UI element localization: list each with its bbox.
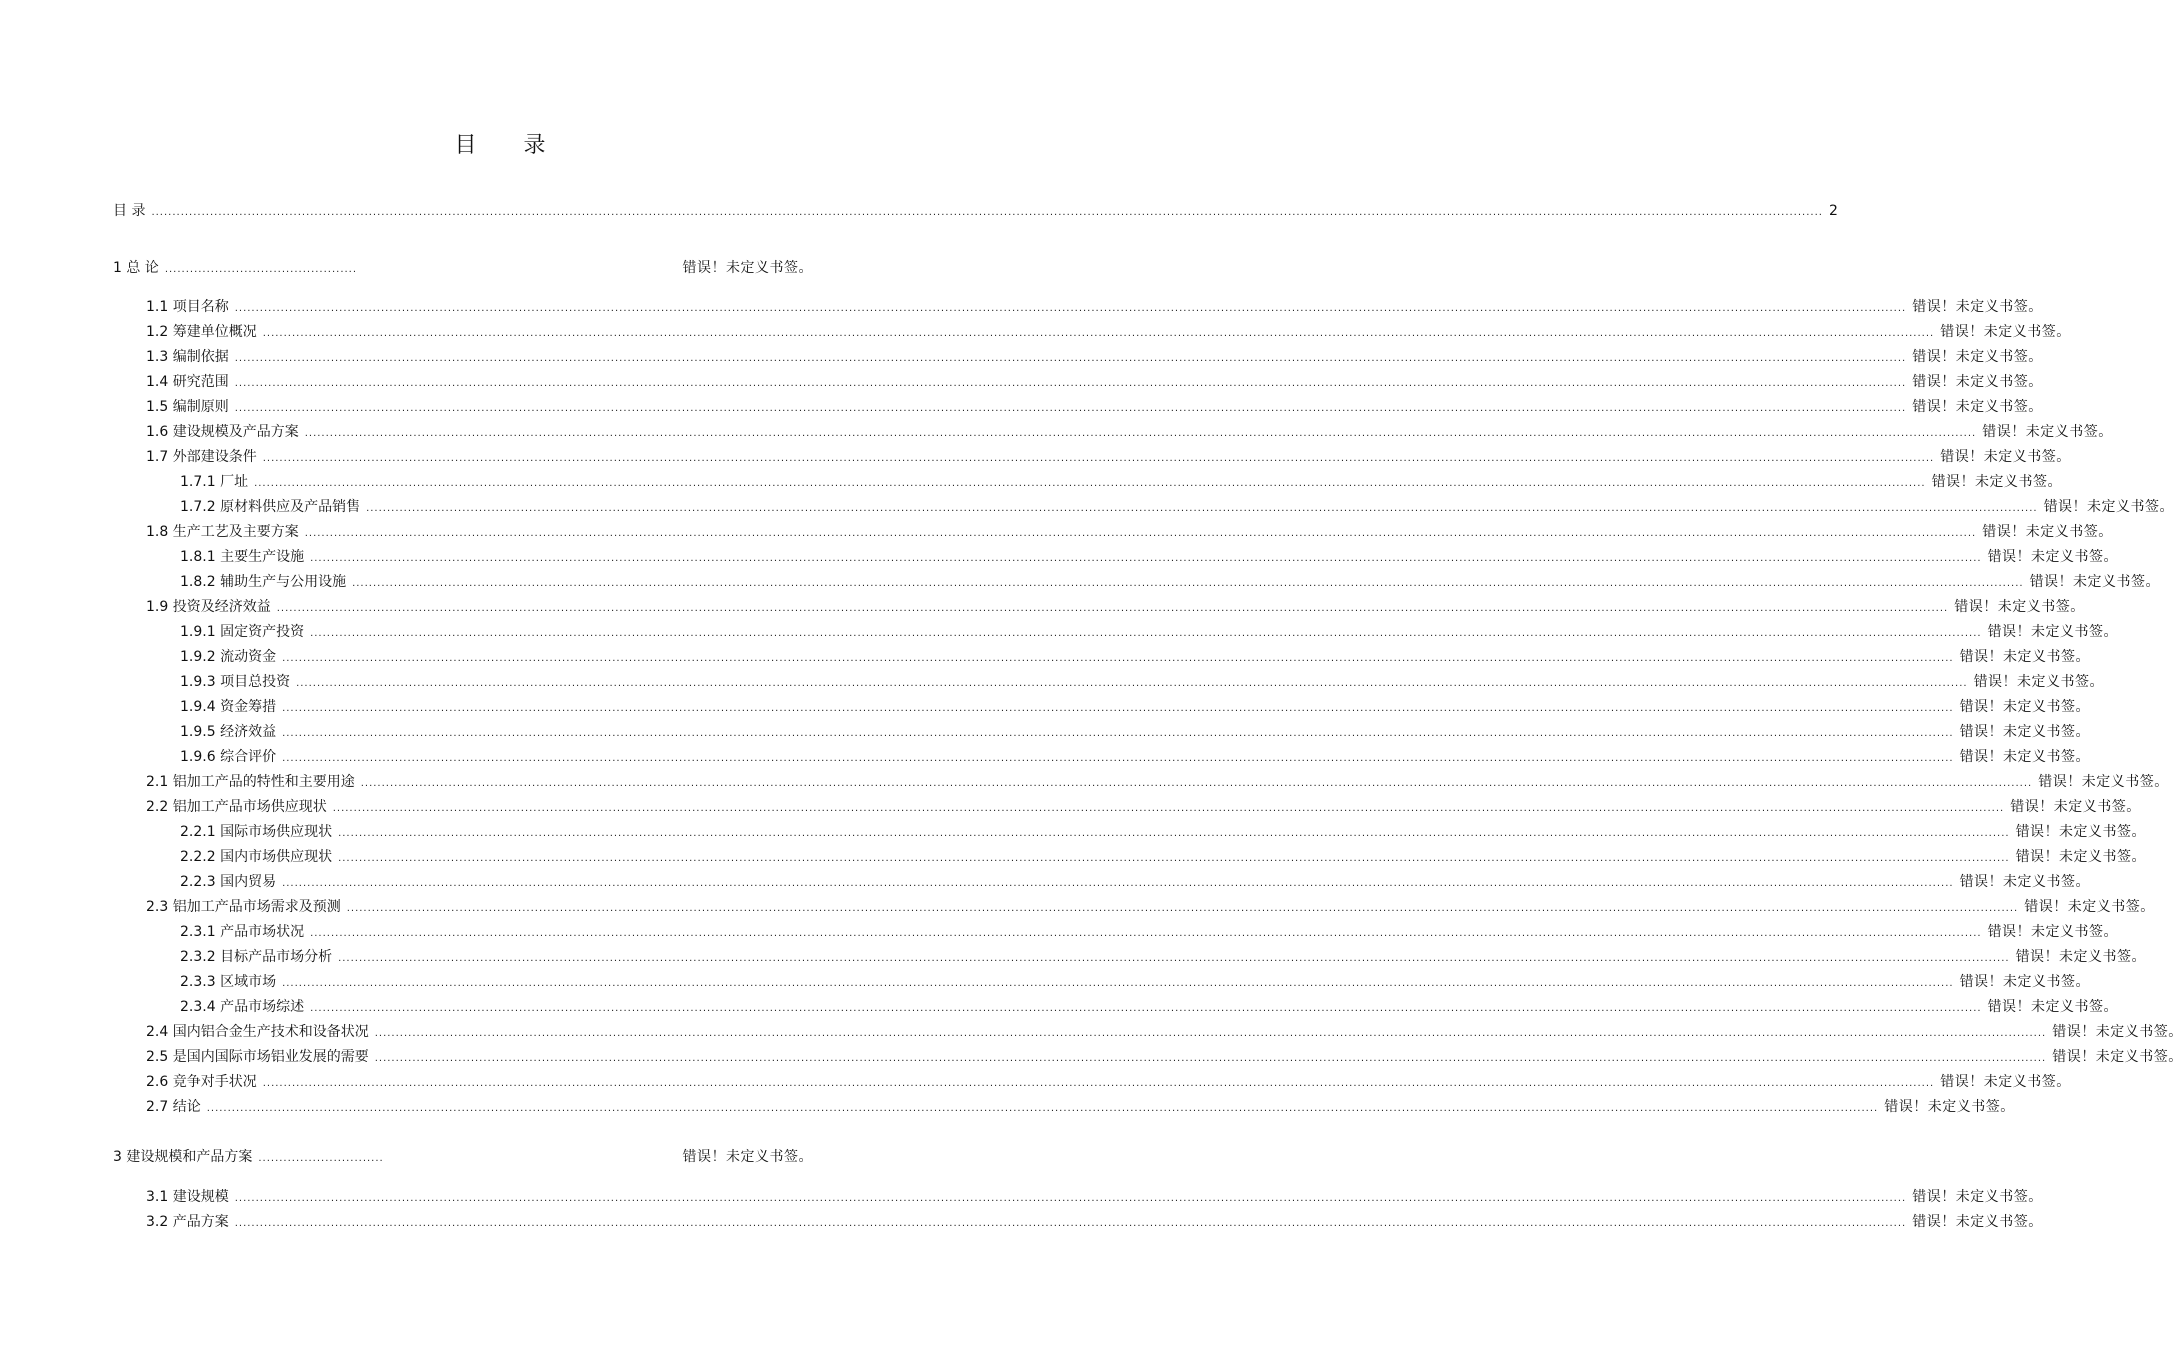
toc-entry-page: 2: [1828, 203, 1839, 219]
toc-entry-label: 1.9.4 资金筹措: [180, 699, 277, 715]
toc-entry[interactable]: [146, 446, 2071, 466]
toc-entry-label: 2.3.2 目标产品市场分析: [180, 949, 333, 965]
dot-leader: ................................................................................................................................................................................................................................................................................................................................................................................................................: [282, 753, 1954, 764]
dot-leader: ................................................................................................................................................................................................................................................................................................................................................................................................................: [234, 378, 1907, 389]
toc-entry-label: 2.2 铝加工产品市场供应现状: [146, 799, 327, 815]
toc-entry-label: 1.9.2 流动资金: [180, 649, 277, 665]
toc-entry-label: 1.8 生产工艺及主要方案: [146, 524, 299, 540]
toc-entry[interactable]: [146, 796, 2141, 816]
toc-entry-page: 错误！未定义书签。: [1987, 999, 2119, 1015]
toc-entry-label: 1.1 项目名称: [146, 299, 229, 315]
toc-entry[interactable]: [180, 871, 2091, 891]
toc-entry-page: 错误！未定义书签。: [1954, 599, 2085, 615]
dot-leader: ................................................................................................................................................................................................................................................................................................................................................................................................................: [276, 603, 1949, 614]
toc-entry[interactable]: [180, 671, 2105, 691]
dot-leader: ................................................................................................................................................................................................................................................................................................................................................................................................................: [366, 503, 2038, 514]
toc-entry-page: 错误！未定义书签。: [1959, 749, 2091, 765]
dot-leader: ................................................................................................................................................................................................................................................................................................................................................................................................................: [262, 453, 1935, 464]
toc-entry-label: 2.7 结论: [146, 1099, 201, 1115]
toc-entry-label: 1.9.3 项目总投资: [180, 674, 291, 690]
toc-entry-label: 2.3.1 产品市场状况: [180, 924, 305, 940]
dot-leader: ................................................................................................................................................................................................................................................................................................................................................................................................................: [234, 1193, 1907, 1204]
dot-leader: ................................................................................................................................................................................................................................................................................................................................................................................................................: [234, 353, 1907, 364]
toc-entry-label: 2.2.2 国内市场供应现状: [180, 849, 333, 865]
page-title: 目 录: [454, 133, 566, 158]
toc-entry[interactable]: [180, 646, 2091, 666]
toc-entry[interactable]: [146, 396, 2043, 416]
toc-entry[interactable]: [180, 721, 2091, 741]
dot-leader: ................................................................................................................................................................................................................................................................................................................................................................................................................: [234, 303, 1907, 314]
toc-entry[interactable]: [146, 771, 2169, 791]
toc-entry[interactable]: [180, 621, 2119, 641]
dot-leader: ................................................................................................................................................................................................................................................................................................................................................................................................................: [360, 778, 2033, 789]
dot-leader: ................................................................................................................................................................................................................................................................................................................................................................................................................: [206, 1103, 1879, 1114]
dot-leader: ................................................................................................................................................................................................................................................................................................................................................................................................................: [282, 728, 1954, 739]
dot-leader: ................................................................................................................................................................................................................................................................................................................................................................................................................: [262, 1078, 1935, 1089]
dot-leader: ................................................................................................................................................................................................................................................................................................................................................................................................................: [310, 1003, 1982, 1014]
toc-entry[interactable]: [146, 1021, 2183, 1041]
dot-leader: ................................................................................................................................................................................................................................................................................................................................................................................................................: [282, 878, 1954, 889]
toc-entry-label: 1.8.1 主要生产设施: [180, 549, 305, 565]
dot-leader: ................................................................................................................................................................................................................................................................................................................................................................................................................: [304, 428, 1977, 439]
dot-leader: ................................................................................................................................................................................................................................................................................................................................................................................................................: [254, 478, 1926, 489]
toc-entry-label: 1.9.1 固定资产投资: [180, 624, 305, 640]
toc-entry-page: 错误！未定义书签。: [2052, 1049, 2183, 1065]
toc-entry[interactable]: [180, 746, 2091, 766]
toc-entry[interactable]: [180, 546, 2119, 566]
dot-leader: ................................................................................................................................................................................................................................................................................................................................................................................................................: [346, 903, 2019, 914]
toc-entry-page: 错误！未定义书签。: [1912, 299, 2043, 315]
toc-entry-page: 错误！未定义书签。: [682, 1149, 813, 1165]
toc-entry[interactable]: [180, 571, 2161, 591]
toc-entry-label: 目 录: [113, 203, 146, 219]
toc-entry-label: 1.7 外部建设条件: [146, 449, 257, 465]
toc-entry-page: 错误！未定义书签。: [1987, 549, 2119, 565]
dot-leader: ..............................................: [164, 264, 358, 275]
toc-entry-label: 1.7.2 原材料供应及产品销售: [180, 499, 361, 515]
toc-entry-page: 错误！未定义书签。: [1959, 699, 2091, 715]
toc-entry-page: 错误！未定义书签。: [1987, 624, 2119, 640]
toc-entry-page: 错误！未定义书签。: [2015, 824, 2147, 840]
dot-leader: ................................................................................................................................................................................................................................................................................................................................................................................................................: [310, 928, 1982, 939]
toc-entry-page: 错误！未定义书签。: [1940, 1074, 2071, 1090]
dot-leader: ................................................................................................................................................................................................................................................................................................................................................................................................................: [338, 853, 2010, 864]
toc-entry-page: 错误！未定义书签。: [1912, 349, 2043, 365]
toc-entry-page: 错误！未定义书签。: [1959, 974, 2091, 990]
dot-leader: ................................................................................................................................................................................................................................................................................................................................................................................................................: [282, 978, 1954, 989]
toc-entry-page: 错误！未定义书签。: [1912, 1214, 2043, 1230]
toc-entry[interactable]: [146, 296, 2043, 316]
toc-entry-label: 2.3.3 区域市场: [180, 974, 277, 990]
toc-entry-page: 错误！未定义书签。: [1959, 649, 2091, 665]
toc-entry-page: 错误！未定义书签。: [2029, 574, 2161, 590]
toc-entry-page: 错误！未定义书签。: [2052, 1024, 2183, 1040]
toc-entry-page: 错误！未定义书签。: [1959, 724, 2091, 740]
dot-leader: ................................................................................................................................................................................................................................................................................................................................................................................................................: [151, 207, 1823, 218]
toc-entry[interactable]: [180, 696, 2091, 716]
toc-entry-label: 3.1 建设规模: [146, 1189, 229, 1205]
toc-entry-page: 错误！未定义书签。: [1987, 924, 2119, 940]
toc-entry-page: 错误！未定义书签。: [1959, 874, 2091, 890]
toc-entry[interactable]: [180, 996, 2119, 1016]
dot-leader: ................................................................................................................................................................................................................................................................................................................................................................................................................: [310, 628, 1982, 639]
toc-entry-page: 错误！未定义书签。: [2015, 849, 2147, 865]
toc-entry-label: 1.5 编制原则: [146, 399, 229, 415]
toc-entry[interactable]: [146, 1046, 2183, 1066]
toc-entry-page: 错误！未定义书签。: [682, 260, 813, 276]
toc-entry-label: 2.3 铝加工产品市场需求及预测: [146, 899, 341, 915]
toc-entry-page: 错误！未定义书签。: [2015, 949, 2147, 965]
toc-entry-label: 2.3.4 产品市场综述: [180, 999, 305, 1015]
toc-entry-page: 错误！未定义书签。: [1931, 474, 2063, 490]
dot-leader: ................................................................................................................................................................................................................................................................................................................................................................................................................: [262, 328, 1935, 339]
toc-entry-label: 2.6 竞争对手状况: [146, 1074, 257, 1090]
toc-entry-page: 错误！未定义书签。: [2043, 499, 2175, 515]
toc-entry-label: 3 建设规模和产品方案: [113, 1149, 253, 1165]
dot-leader: ................................................................................................................................................................................................................................................................................................................................................................................................................: [282, 703, 1954, 714]
toc-entry-page: 错误！未定义书签。: [1912, 1189, 2043, 1205]
toc-entry-label: 2.1 铝加工产品的特性和主要用途: [146, 774, 355, 790]
toc-entry[interactable]: [113, 257, 813, 277]
toc-entry-label: 1.8.2 辅助生产与公用设施: [180, 574, 347, 590]
toc-entry-page: 错误！未定义书签。: [1973, 674, 2105, 690]
dot-leader: ................................................................................................................................................................................................................................................................................................................................................................................................................: [304, 528, 1977, 539]
toc-entry-label: 1.7.1 厂址: [180, 474, 249, 490]
toc-entry-page: 错误！未定义书签。: [2038, 774, 2169, 790]
toc-entry-label: 1 总 论: [113, 260, 159, 276]
toc-entry-page: 错误！未定义书签。: [1982, 524, 2113, 540]
dot-leader: ..............................: [258, 1153, 384, 1164]
toc-entry-page: 错误！未定义书签。: [1940, 449, 2071, 465]
dot-leader: ................................................................................................................................................................................................................................................................................................................................................................................................................: [234, 403, 1907, 414]
toc-entry-label: 1.4 研究范围: [146, 374, 229, 390]
toc-entry[interactable]: [180, 921, 2119, 941]
dot-leader: ................................................................................................................................................................................................................................................................................................................................................................................................................: [234, 1218, 1907, 1229]
toc-entry[interactable]: [146, 321, 2071, 341]
toc-entry[interactable]: [180, 821, 2147, 841]
toc-entry[interactable]: [146, 1186, 2043, 1206]
dot-leader: ................................................................................................................................................................................................................................................................................................................................................................................................................: [310, 553, 1982, 564]
toc-entry-page: 错误！未定义书签。: [1912, 374, 2043, 390]
dot-leader: ................................................................................................................................................................................................................................................................................................................................................................................................................: [338, 953, 2010, 964]
toc-entry-label: 1.9 投资及经济效益: [146, 599, 271, 615]
dot-leader: ................................................................................................................................................................................................................................................................................................................................................................................................................: [332, 803, 2005, 814]
dot-leader: ................................................................................................................................................................................................................................................................................................................................................................................................................: [352, 578, 2024, 589]
toc-entry-label: 1.9.6 综合评价: [180, 749, 277, 765]
toc-entry[interactable]: [113, 1146, 813, 1166]
toc-entry-label: 2.2.1 国际市场供应现状: [180, 824, 333, 840]
toc-entry-page: 错误！未定义书签。: [1912, 399, 2043, 415]
toc-entry-label: 1.6 建设规模及产品方案: [146, 424, 299, 440]
toc-entry[interactable]: [146, 1071, 2071, 1091]
toc-entry[interactable]: [180, 471, 2063, 491]
toc-entry[interactable]: [146, 421, 2113, 441]
toc-entry-page: 错误！未定义书签。: [2010, 799, 2141, 815]
dot-leader: ................................................................................................................................................................................................................................................................................................................................................................................................................: [296, 678, 1968, 689]
toc-entry-label: 3.2 产品方案: [146, 1214, 229, 1230]
toc-entry[interactable]: [146, 521, 2113, 541]
toc-entry-label: 1.3 编制依据: [146, 349, 229, 365]
toc-entry[interactable]: [146, 346, 2043, 366]
dot-leader: ................................................................................................................................................................................................................................................................................................................................................................................................................: [374, 1028, 2047, 1039]
toc-entry-page: 错误！未定义书签。: [1982, 424, 2113, 440]
toc-entry[interactable]: [180, 496, 2175, 516]
toc-entry-label: 2.5 是国内国际市场铝业发展的需要: [146, 1049, 369, 1065]
toc-entry[interactable]: [146, 596, 2085, 616]
toc-entry-label: 1.9.5 经济效益: [180, 724, 277, 740]
toc-entry[interactable]: [146, 1096, 2015, 1116]
toc-entry[interactable]: [146, 896, 2155, 916]
toc-entry[interactable]: [146, 371, 2043, 391]
toc-entry-page: 错误！未定义书签。: [1940, 324, 2071, 340]
dot-leader: ................................................................................................................................................................................................................................................................................................................................................................................................................: [282, 653, 1954, 664]
toc-entry-label: 1.2 筹建单位概况: [146, 324, 257, 340]
toc-entry[interactable]: [180, 846, 2147, 866]
toc-entry-page: 错误！未定义书签。: [2024, 899, 2155, 915]
toc-entry[interactable]: [113, 200, 1839, 220]
toc-entry[interactable]: [180, 971, 2091, 991]
dot-leader: ................................................................................................................................................................................................................................................................................................................................................................................................................: [338, 828, 2010, 839]
dot-leader: ................................................................................................................................................................................................................................................................................................................................................................................................................: [374, 1053, 2047, 1064]
toc-entry[interactable]: [180, 946, 2147, 966]
toc-entry-label: 2.2.3 国内贸易: [180, 874, 277, 890]
toc-entry[interactable]: [146, 1211, 2043, 1231]
toc-entry-page: 错误！未定义书签。: [1884, 1099, 2015, 1115]
toc-entry-label: 2.4 国内铝合金生产技术和设备状况: [146, 1024, 369, 1040]
